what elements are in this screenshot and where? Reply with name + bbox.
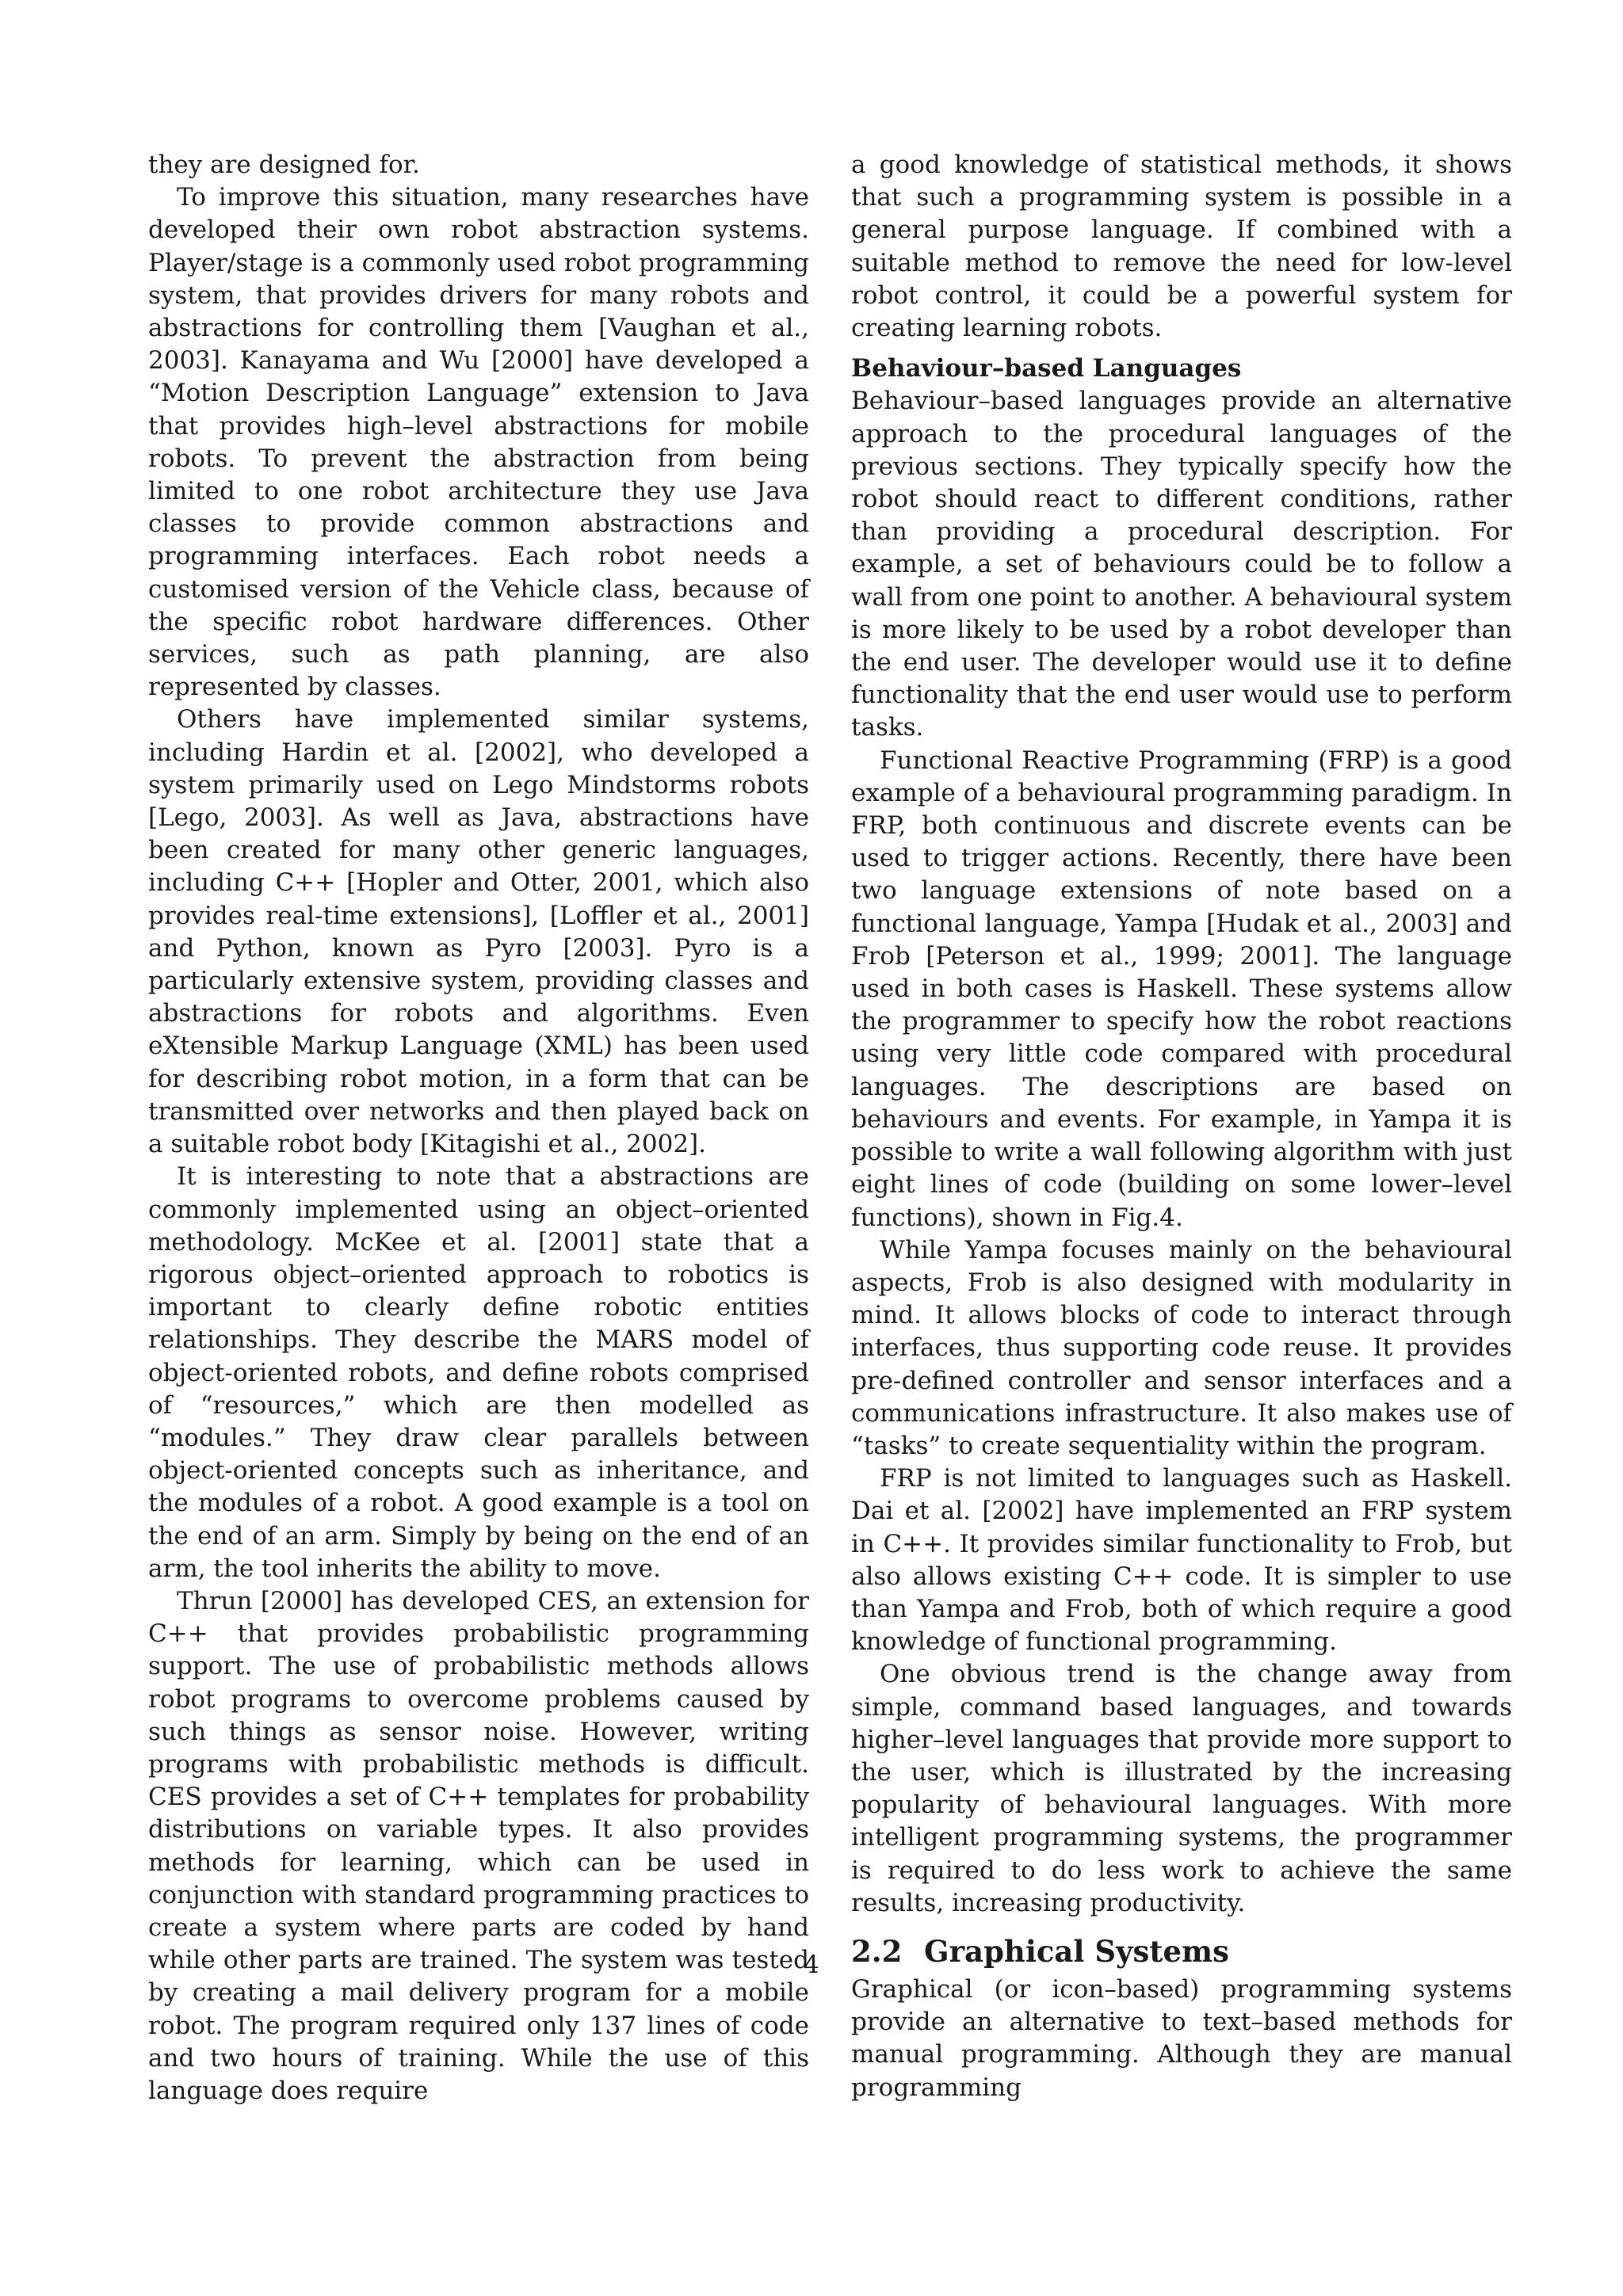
paragraph: It is interesting to note that a abstractions are commonly implemented using an object–oriented methodology. McKee et al. [2001] state that a rigorous object–oriented approach to robotics is important to clearly define robotic entities relationships. They describe the MARS model of object-oriented robots, and define robots comprised of “resources,” which are then modelled as “modules.” They draw clear parallels between object-oriented concepts such as inheritance, and the modules of a robot. A good example is a tool on the end of an arm. Simply by being on the end of an arm, the tool inherits the ability to move. (148, 1162, 809, 1583)
section-title: Graphical Systems (924, 1933, 1229, 1969)
section-number: 2.2 (851, 1933, 903, 1969)
paragraph: Behaviour–based languages provide an alternative approach to the procedural languages of the previous sections. They typically specify how the robot should react to different conditions, rather than providing a procedural description. For example, a set of behaviours could be to follow a wall from one point to another. A behavioural system is more likely to be used by a robot developer than the end user. The developer would use it to define functionality that the end user would use to perform tasks. (851, 387, 1512, 742)
paragraph: Functional Reactive Programming (FRP) is a good example of a behavioural programming paradigm. In FRP, both continuous and discrete events can be used to trigger actions. Recently, there have been two language extensions of note based on a functional language, Yampa [Hudak et al., 2003] and Frob [Peterson et al., 1999; 2001]. The language used in both cases is Haskell. These systems allow the programmer to specify how the robot reactions using very little code compared with procedural languages. The descriptions are based on behaviours and events. For example, in Yampa it is possible to write a wall following algorithm with just eight lines of code (building on some lower–level functions), shown in Fig.4. (851, 746, 1512, 1232)
page-number: 4 (804, 1951, 819, 1979)
paragraph: One obvious trend is the change away from simple, command based languages, and towards higher–level languages that provide more support to the user, which is illustrated by the increasing popularity of behavioural languages. With more intelligent programming systems, the programmer is required to do less work to achieve the same results, increasing productivity. (851, 1660, 1512, 1917)
paragraph: Thrun [2000] has developed CES, an extension for C++ that provides probabilistic programming support. The use of probabilistic methods allows robot programs to overcome problems caused by such things as sensor noise. However, writing programs with probabilistic methods is difficult. CES provides a set of C++ templates for probability distributions on variable types. It also provides methods for learning, which can be used in conjunction with standard programming practices to create a system where parts are coded by hand while other parts are trained. The system was tested by creating a mail delivery program for a mobile robot. The program required only 137 lines of code and two hours of training. While the use of this language does require (148, 1586, 809, 2105)
paragraph: To improve this situation, many researches have developed their own robot abstraction systems. Player/stage is a commonly used robot programming system, that provides drivers for many robots and abstractions for controlling them [Vaughan et al., 2003]. Kanayama and Wu [2000] have developed a “Motion Description Language” extension to Java that provides high–level abstractions for mobile robots. To prevent the abstraction from being limited to one robot architecture they use Java classes to provide common abstractions and programming interfaces. Each robot needs a customised version of the Vehicle class, because of the specific robot hardware differences. Other services, such as path planning, are also represented by classes. (148, 183, 809, 702)
paragraph: FRP is not limited to languages such as Haskell. Dai et al. [2002] have implemented an FRP system in C++. It provides similar functionality to Frob, but also allows existing C++ code. It is simpler to use than Yampa and Frob, both of which require a good knowledge of functional programming. (851, 1464, 1512, 1657)
paragraph: Others have implemented similar systems, including Hardin et al. [2002], who developed a system primarily used on Lego Mindstorms robots [Lego, 2003]. As well as Java, abstractions have been created for many other generic languages, including C++ [Hopler and Otter, 2001, which also provides real-time extensions], [Loffler et al., 2001] and Python, known as Pyro [2003]. Pyro is a particularly extensive system, providing classes and abstractions for robots and algorithms. Even eXtensible Markup Language (XML) has been used for describing robot motion, in a form that can be transmitted over networks and then played back on a suitable robot body [Kitagishi et al., 2002]. (148, 705, 809, 1159)
paragraph: they are designed for. (148, 151, 420, 179)
paragraph: a good knowledge of statistical methods, it shows that such a programming system is possible in a general purpose language. If combined with a suitable method to remove the need for low-level robot control, it could be a powerful system for creating learning robots. (851, 151, 1512, 343)
paragraph: While Yampa focuses mainly on the behavioural aspects, Frob is also designed with modularity in mind. It allows blocks of code to interact through interfaces, thus supporting code reuse. It provides pre-defined controller and sensor interfaces and a communications infrastructure. It also makes use of “tasks” to create sequentiality within the program. (851, 1235, 1512, 1460)
left-column (148, 149, 809, 2107)
subsection-heading: Behaviour–based Languages (851, 354, 1242, 383)
right-column (851, 149, 1512, 2104)
paragraph: Graphical (or icon–based) programming systems provide an alternative to text–based methods for manual programming. Although they are manual programming (851, 1974, 1512, 2102)
